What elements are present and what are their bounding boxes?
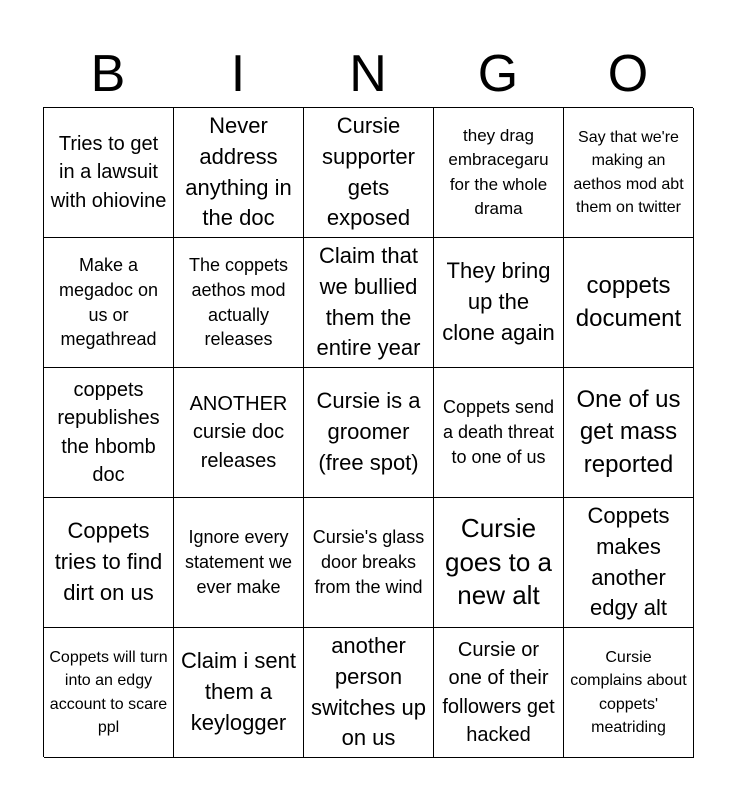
bingo-cell[interactable] — [434, 628, 564, 758]
bingo-cell[interactable] — [174, 498, 304, 628]
bingo-cell-text: Tries to get in a lawsuit with ohiovine — [50, 132, 167, 212]
bingo-cell-text: They bring up the clone again — [442, 258, 555, 345]
bingo-cell-text: coppets document — [575, 272, 682, 332]
bingo-cell-text: Coppets send a death threat to one of us — [442, 397, 555, 467]
header-letter-o: O — [607, 45, 649, 103]
bingo-cell-text: One of us get mass reported — [576, 385, 681, 478]
bingo-cell-text: Cursie or one of their followers get hacked — [442, 638, 555, 746]
bingo-cell[interactable] — [174, 368, 304, 498]
bingo-cell-text: they drag embracegaru for the whole drama — [448, 126, 549, 218]
bingo-cell[interactable] — [174, 628, 304, 758]
header-letter-n: N — [349, 45, 387, 103]
bingo-cell-text: Coppets will turn into an edgy account to scare ppl — [49, 649, 168, 736]
bingo-cell[interactable] — [44, 498, 174, 628]
bingo-cell-text: another person switches up on us — [311, 632, 426, 751]
bingo-cell[interactable] — [564, 108, 694, 238]
bingo-cell-text: Claim that we bullied them the entire year — [316, 242, 421, 361]
bingo-cell-text: ANOTHER cursie doc releases — [189, 392, 288, 472]
bingo-cell-text: Never address anything in the doc — [185, 112, 292, 231]
bingo-cell[interactable] — [564, 368, 694, 498]
bingo-cell[interactable] — [304, 498, 434, 628]
bingo-board — [43, 107, 693, 757]
bingo-cell[interactable] — [174, 108, 304, 238]
bingo-cell-text: Cursie's glass door breaks from the wind — [312, 527, 425, 597]
bingo-cell[interactable] — [304, 238, 434, 368]
bingo-cell[interactable] — [44, 628, 174, 758]
bingo-cell-text: Cursie goes to a new alt — [445, 512, 552, 611]
header-letter-b: B — [90, 45, 126, 103]
bingo-cell-text: coppets republishes the hbomb doc — [57, 378, 160, 486]
bingo-cell[interactable] — [434, 368, 564, 498]
bingo-cell[interactable] — [434, 498, 564, 628]
bingo-cell-text: Claim i sent them a keylogger — [181, 648, 296, 735]
bingo-cell[interactable] — [44, 108, 174, 238]
bingo-cell-text: Cursie complains about coppets' meatriding — [570, 649, 687, 736]
bingo-cell-free-spot[interactable] — [304, 368, 434, 498]
bingo-cell-text: Ignore every statement we ever make — [184, 527, 293, 597]
bingo-cell-text: Make a megadoc on us or megathread — [58, 254, 159, 350]
bingo-cell-text: Coppets tries to find dirt on us — [54, 518, 163, 605]
bingo-cell[interactable] — [304, 628, 434, 758]
bingo-header — [43, 40, 693, 108]
bingo-cell-text: Say that we're making an aethos mod abt them on twitter — [573, 129, 684, 216]
header-letter-g: G — [477, 45, 519, 103]
bingo-cell[interactable] — [174, 238, 304, 368]
bingo-cell[interactable] — [564, 628, 694, 758]
bingo-cell-text: Cursie supporter gets exposed — [322, 112, 415, 231]
bingo-cell-text: Cursie is a groomer (free spot) — [316, 388, 421, 475]
bingo-cell[interactable] — [564, 498, 694, 628]
bingo-cell-text: Coppets makes another edgy alt — [587, 502, 670, 621]
bingo-cell[interactable] — [434, 238, 564, 368]
bingo-cell[interactable] — [564, 238, 694, 368]
bingo-cell[interactable] — [44, 238, 174, 368]
header-letter-i: I — [230, 45, 246, 103]
bingo-cell[interactable] — [44, 368, 174, 498]
bingo-cell-text: The coppets aethos mod actually releases — [188, 254, 289, 350]
bingo-cell[interactable] — [304, 108, 434, 238]
bingo-cell[interactable] — [434, 108, 564, 238]
